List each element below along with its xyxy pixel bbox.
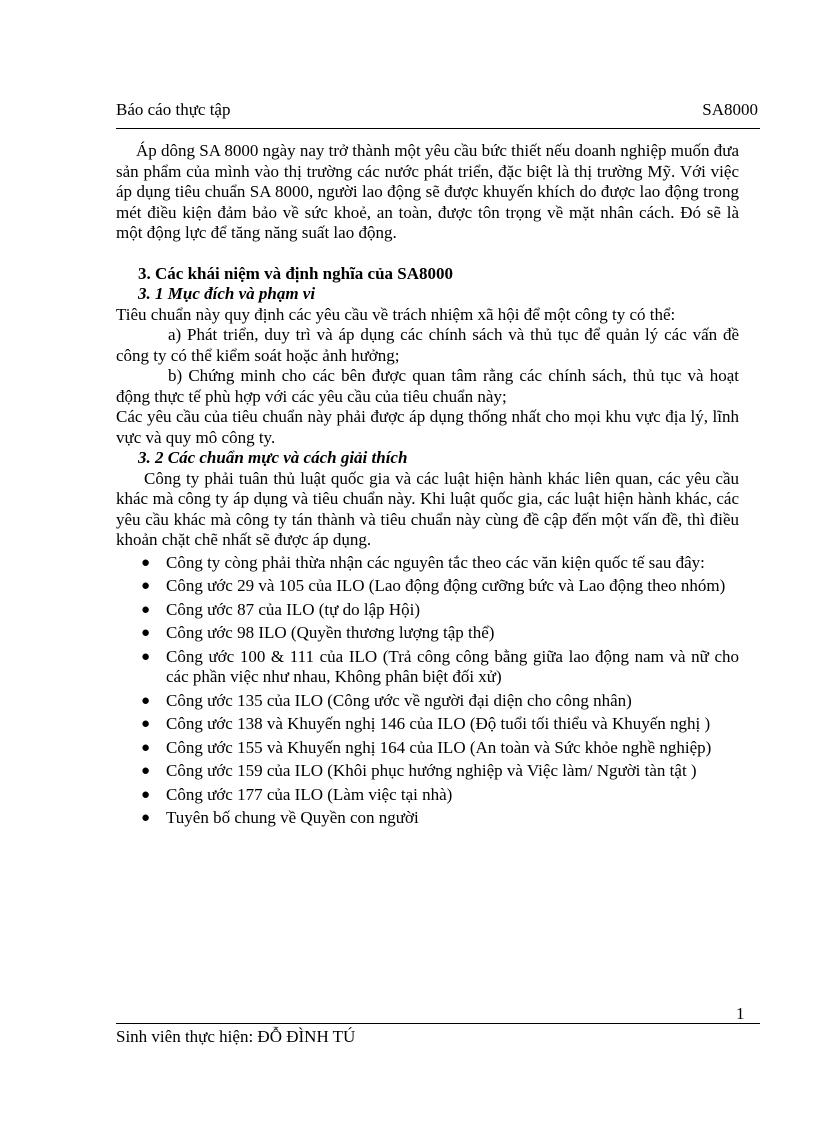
purpose-item-a: a) Phát triển, duy trì và áp dụng các chính sách và thủ tục để quản lý các vấn đề công ty có thể kiểm soát hoặc ảnh hưởng; (116, 325, 739, 365)
list-item: ● Công ước 98 ILO (Quyền thương lượng tập thể) (141, 623, 495, 642)
list-item: ● Công ước 138 và Khuyến nghị 146 của ILO (Độ tuổi tối thiểu và Khuyến nghị ) (141, 714, 711, 733)
list-item: ● Công ước 159 của ILO (Khôi phục hướng nghiệp và Việc làm/ Người tàn tật ) (141, 761, 697, 780)
purpose-item-b: b) Chứng minh cho các bên được quan tâm rằng các chính sách, thủ tục và hoạt động thực tế phù hợp với các yêu cầu của tiêu chuẩn này; (116, 366, 739, 406)
bullet-icon: ● (141, 625, 151, 641)
header-code: SA8000 (702, 100, 758, 119)
page-footer: Sinh viên thực hiện: ĐỖ ĐÌNH TÚ (116, 1027, 356, 1046)
purpose-lead: Tiêu chuẩn này quy định các yêu cầu về trách nhiệm xã hội để một công ty có thể: (116, 304, 676, 324)
bullet-icon: ● (141, 648, 151, 665)
conventions-list (116, 553, 739, 829)
header-rule (116, 128, 760, 129)
norms-paragraph: Công ty phải tuân thủ luật quốc gia và các luật hiện hành khác liên quan, các yêu cầu khác mà công ty áp dụng và tiêu chuẩn này. Khi luật quốc gia, các luật hiện hành khác, các yêu cầu khác mà công ty tán thành và tiêu chuẩn này cùng đề cập đến một vấn đề, thì điều khoản chặt chẽ nhất sẽ được áp dụng. (116, 468, 739, 549)
list-item: ● Công ước 100 & 111 của ILO (Trả công công bằng giữa lao động nam và nữ cho các phần việc như nhau, Không phân biệt đối xử) (141, 646, 739, 686)
header-title: Báo cáo thực tập (116, 100, 231, 119)
purpose-closing: Các yêu cầu của tiêu chuẩn này phải được áp dụng thống nhất cho mọi khu vực địa lý, lĩnh vực và quy mô công ty. (116, 407, 739, 447)
bullet-icon: ● (141, 716, 151, 732)
bullet-icon: ● (141, 692, 151, 709)
page-header (116, 100, 758, 122)
bullet-icon: ● (141, 578, 151, 594)
spacer (116, 244, 739, 264)
subsection-heading-norms: 3. 2 Các chuẩn mực và cách giải thích (138, 448, 408, 467)
bullet-icon: ● (141, 810, 151, 826)
document-body (116, 141, 739, 832)
bullet-icon: ● (141, 763, 151, 779)
list-item: ● Công ước 29 và 105 của ILO (Lao động động cưỡng bức và Lao động theo nhóm) (141, 576, 726, 595)
section-heading: 3. Các khái niệm và định nghĩa của SA8000 (138, 263, 454, 283)
list-item: ● Công ước 177 của ILO (Làm việc tại nhà) (141, 784, 453, 804)
intro-paragraph: Áp dông SA 8000 ngày nay trở thành một yêu cầu bức thiết nếu doanh nghiệp muốn đưa sản phẩm của mình vào thị trường các nước phát triển, đặc biệt là thị trường Mỹ. Với việc áp dụng tiêu chuẩn SA 8000, người lao động sẽ được khuyến khích do được lao động trong mét điều kiện đảm bảo về sức khoẻ, an toàn, được tôn trọng về mặt nhân cách. Đó sẽ là một động lực để tăng năng suất lao động. (116, 141, 739, 242)
bullet-icon: ● (141, 739, 151, 756)
list-item: ● Tuyên bố chung về Quyền con người (141, 808, 419, 827)
list-item: ● Công ước 87 của ILO (tự do lập Hội) (141, 599, 421, 619)
list-item: ● Công ước 155 và Khuyến nghị 164 của ILO (An toàn và Sức khỏe nghề nghiệp) (141, 737, 712, 757)
list-item: ● Công ước 135 của ILO (Công ước về người đại diện cho công nhân) (141, 690, 632, 710)
list-item: ● Công ty còng phải thừa nhận các nguyên tắc theo các văn kiện quốc tế sau đây: (141, 552, 705, 572)
page-number: 1 (736, 1004, 745, 1023)
footer-rule (116, 1023, 760, 1024)
subsection-heading-purpose: 3. 1 Mục đích và phạm vi (138, 284, 316, 303)
bullet-icon: ● (141, 601, 151, 618)
bullet-icon: ● (141, 786, 151, 803)
bullet-icon: ● (141, 554, 151, 571)
